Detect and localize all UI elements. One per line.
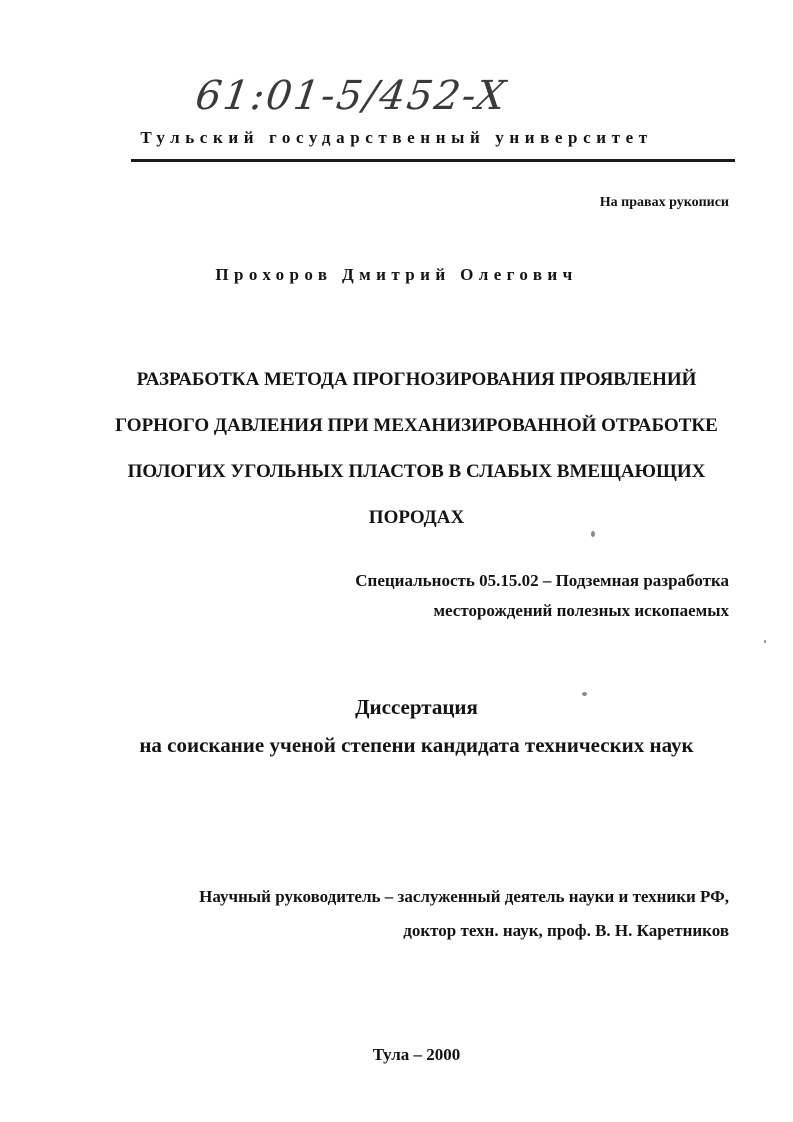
specialty-block <box>355 566 729 626</box>
dissertation-title <box>70 357 763 541</box>
scan-speck <box>591 531 595 537</box>
scan-speck <box>582 692 587 696</box>
title-line: ГОРНОГО ДАВЛЕНИЯ ПРИ МЕХАНИЗИРОВАННОЙ ОТРАБОТКЕ <box>115 415 718 436</box>
city-year: Тула – 2000 <box>372 1045 461 1064</box>
supervisor-block <box>199 880 729 948</box>
author-name: Прохоров Дмитрий Олегович <box>215 265 578 284</box>
supervisor-line: Научный руководитель – заслуженный деятель науки и техники РФ, <box>199 887 729 906</box>
dissertation-type: Диссертация <box>355 695 478 719</box>
title-line: ПОРОДАХ <box>368 507 465 528</box>
title-line: ПОЛОГИХ УГОЛЬНЫХ ПЛАСТОВ В СЛАБЫХ ВМЕЩАЮЩИХ <box>127 461 706 482</box>
degree-statement: на соискание ученой степени кандидата технических наук <box>139 733 694 757</box>
handwritten-code-text: 61:01-5/452-X <box>192 73 510 119</box>
title-line: РАЗРАБОТКА МЕТОДА ПРОГНОЗИРОВАНИЯ ПРОЯВЛЕНИЙ <box>136 369 697 390</box>
university-name: Тульский государственный университет <box>140 128 653 147</box>
scan-speck <box>764 640 766 643</box>
header-divider <box>131 159 735 162</box>
handwritten-archive-code <box>192 72 536 130</box>
supervisor-line: доктор техн. наук, проф. В. Н. Каретников <box>403 921 729 940</box>
specialty-line: Специальность 05.15.02 – Подземная разработка <box>355 571 729 590</box>
specialty-line: месторождений полезных ископаемых <box>433 601 729 620</box>
manuscript-note: На правах рукописи <box>599 195 729 210</box>
